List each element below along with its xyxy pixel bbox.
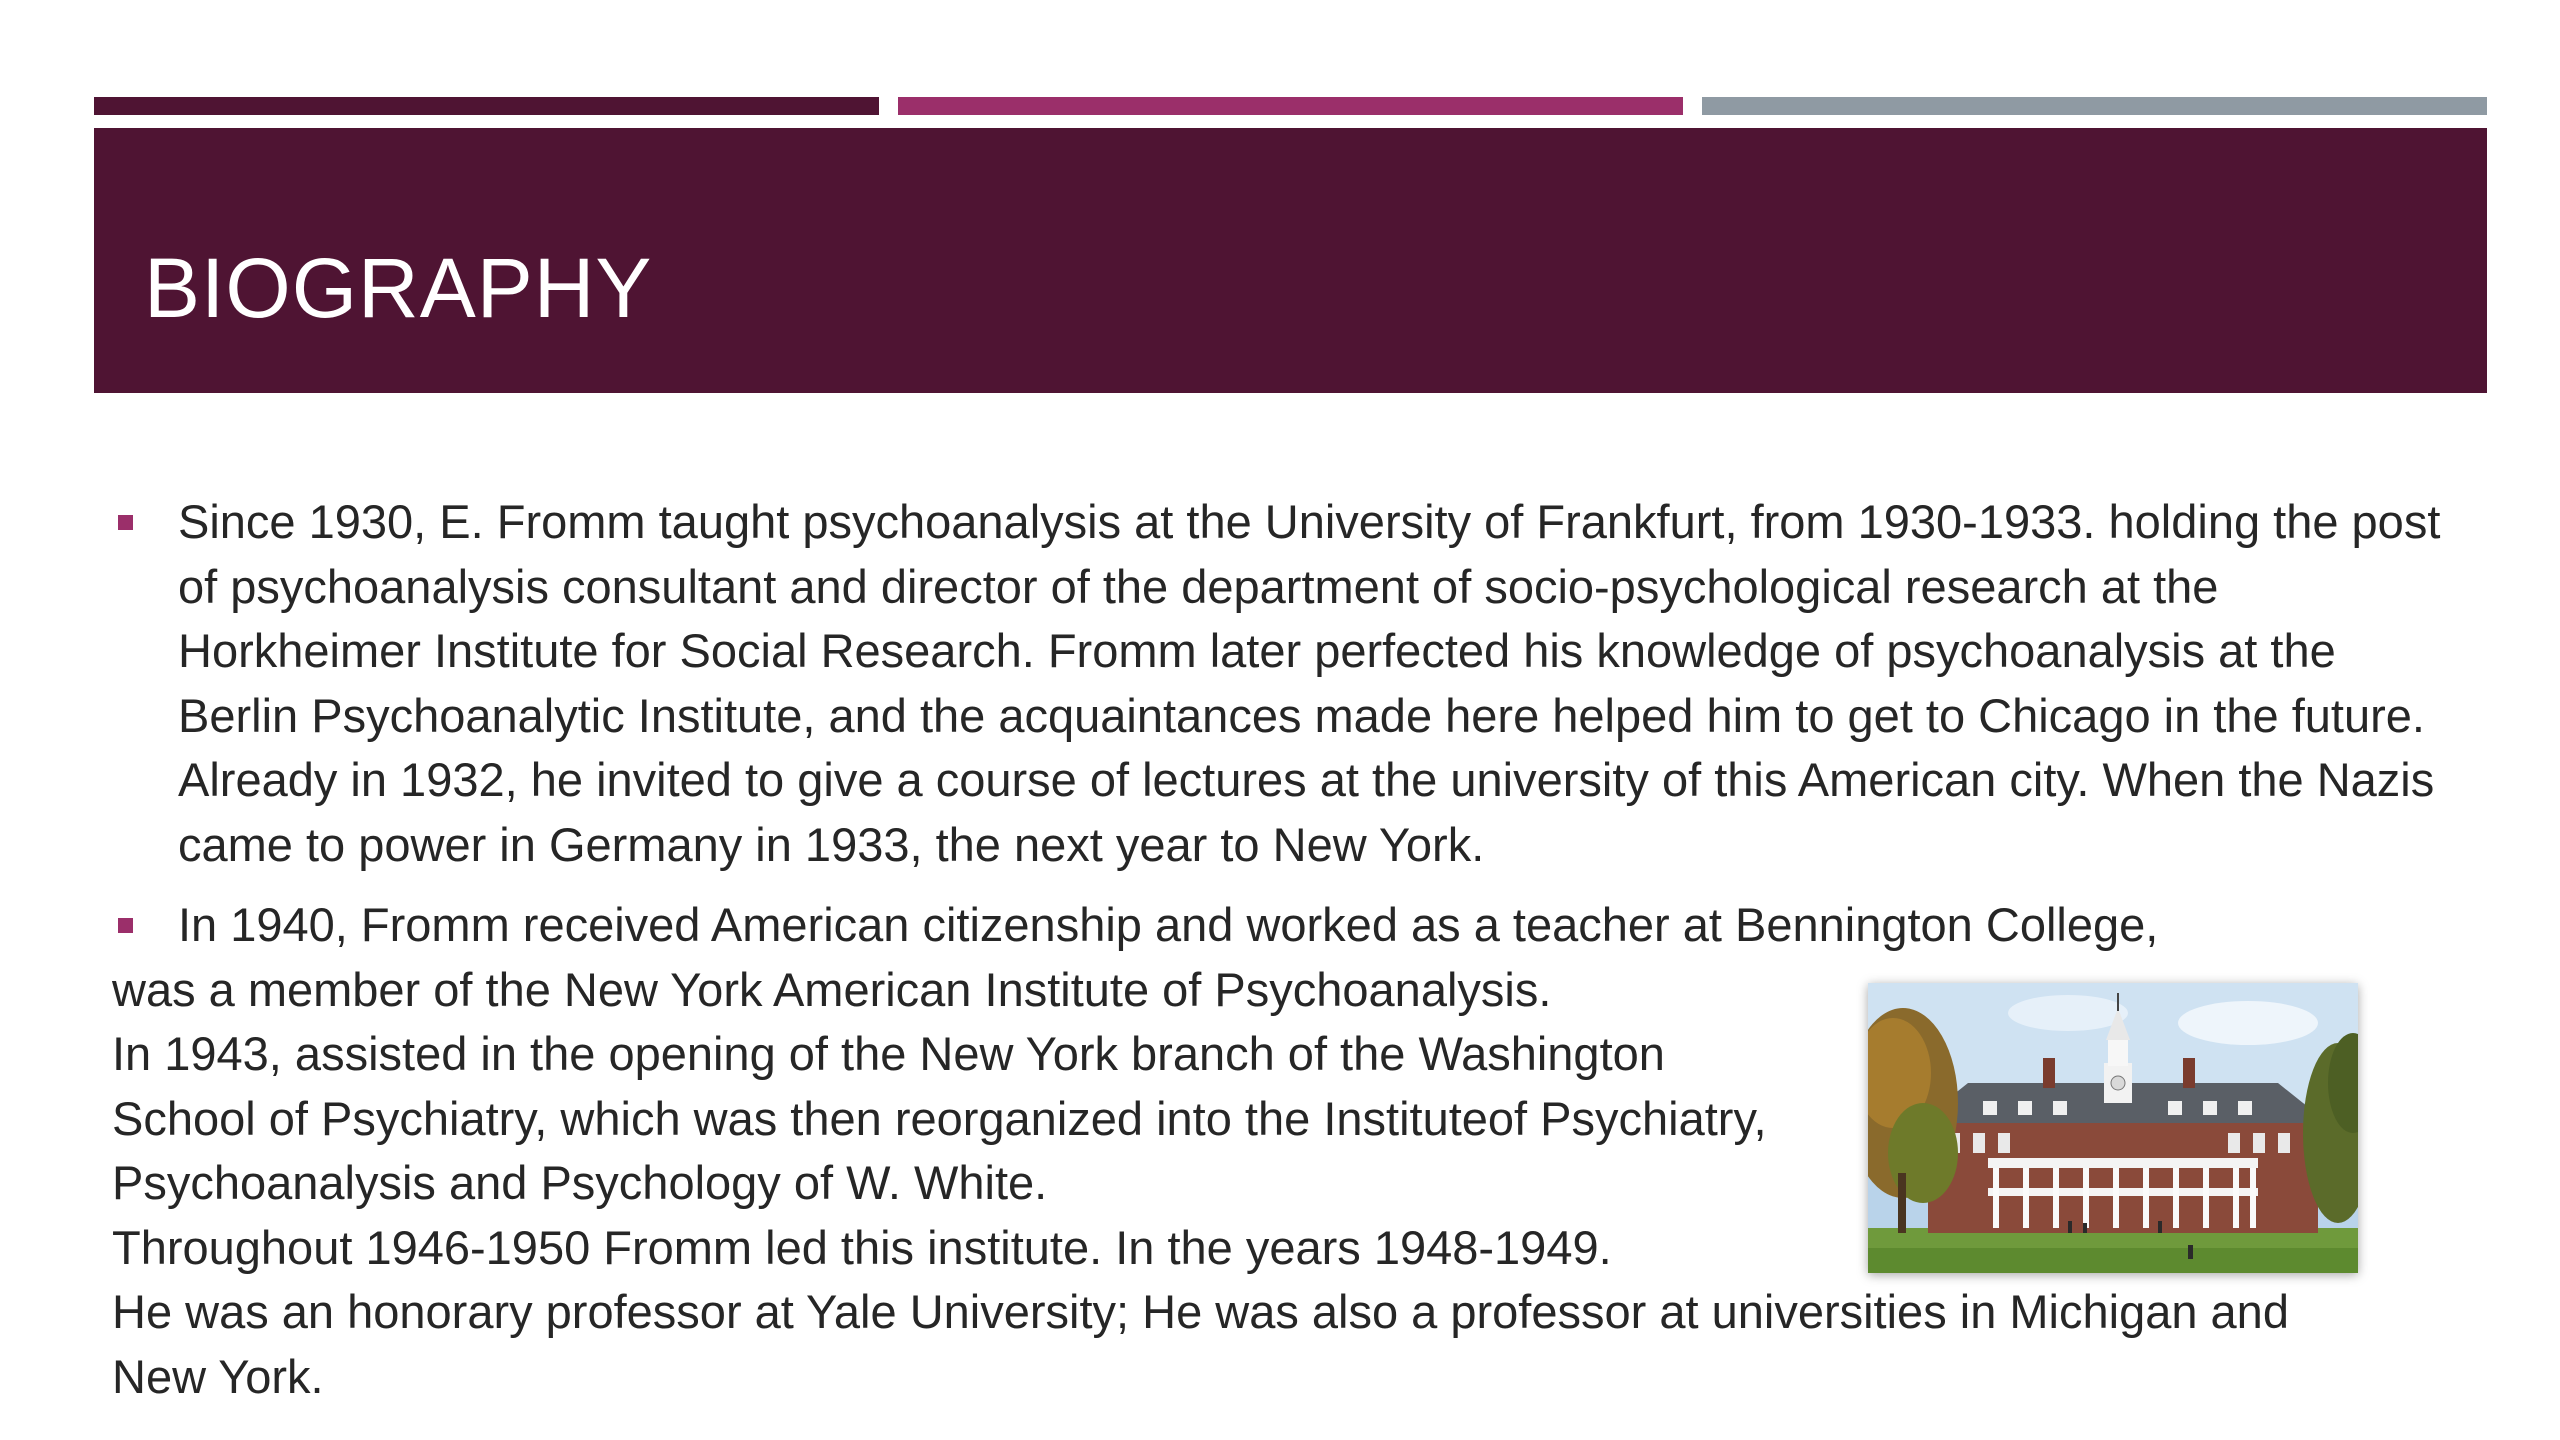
bullet-item (112, 893, 2452, 958)
college-building-photo (1868, 983, 2358, 1273)
text-line: He was an honorary professor at Yale University; He was also a professor at universities in Michigan and (112, 1285, 2289, 1338)
bullet-square-icon (118, 515, 133, 530)
accent-bar-magenta (898, 97, 1683, 115)
bullet-square-icon (118, 918, 133, 933)
text-line: School of Psychiatry, which was then reorganized into the Instituteof Psychiatry, (112, 1091, 1767, 1145)
bullet-text: Since 1930, E. Fromm taught psychoanalysis at the University of Frankfurt, from 1930-1933. holding the post of psychoanalysis consultant and director of the department of socio-psychological research at the Horkheimer Institute for Social Research. Fromm later perfected his knowledge of psychoanalysis at the Berlin Psychoanalytic Institute, and the acquaintances made here helped him to get to Chicago in the future. Already in 1932, he invited to give a course of lectures at the university of this American city. When the Nazis came to power in Germany in 1933, the next year to New York. (178, 495, 2441, 871)
title-band (94, 128, 2487, 393)
bullet-text: In 1940, Fromm received American citizenship and worked as a teacher at Bennington College, (178, 898, 2159, 951)
text-line: Psychoanalysis and Psychology of W. White. (112, 1156, 1048, 1209)
text-line: Throughout 1946-1950 Fromm led this institute. In the years 1948-1949. (112, 1220, 1612, 1274)
slide-title: BIOGRAPHY (144, 241, 653, 335)
text-line: was a member of the New York American Institute of Psychoanalysis. (112, 962, 1552, 1016)
text-line: New York. (112, 1349, 324, 1403)
bullet-item (112, 490, 2452, 877)
accent-bar-gray (1702, 97, 2487, 115)
accent-bar-dark (94, 97, 879, 115)
text-line: In 1943, assisted in the opening of the New York branch of the Washington (112, 1027, 1665, 1080)
